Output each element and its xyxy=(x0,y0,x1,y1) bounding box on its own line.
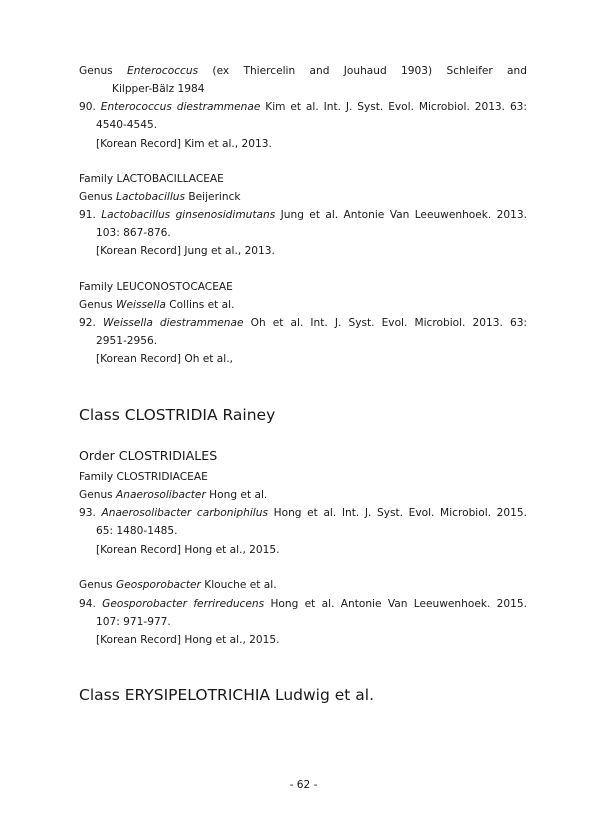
class-heading-erysipelotrichia: Class ERYSIPELOTRICHIA Ludwig et al. xyxy=(79,686,375,704)
page-number: - 62 - xyxy=(289,779,318,791)
genus-authority: (ex Thiercelin and Jouhaud 1903) Schleifer and xyxy=(198,65,527,77)
genus-authority: Hong et al. xyxy=(205,489,268,501)
genus-authority: Collins et al. xyxy=(165,299,235,311)
genus-authority: Klouche et al. xyxy=(200,579,277,591)
genus-name: Anaerosolibacter xyxy=(116,489,206,501)
species-name: Weissella diestrammenae xyxy=(102,317,244,329)
entry-93 xyxy=(79,506,527,520)
genus-label: Genus xyxy=(79,191,117,203)
entry-94 xyxy=(79,597,527,611)
entry-number: 92. xyxy=(79,317,103,329)
citation: Hong et al. Int. J. Syst. Evol. Microbiol. 2015. xyxy=(267,507,527,519)
genus-name: Geosporobacter xyxy=(116,579,201,591)
species-name: Geosporobacter ferrireducens xyxy=(102,598,265,610)
genus-label: Genus xyxy=(79,65,127,77)
entry-90-pages: 4540-4545. xyxy=(96,119,158,131)
genus-authority: Beijerinck xyxy=(185,191,241,203)
genus-enterococcus-line2: Kilpper-Bälz 1984 xyxy=(112,83,205,95)
class-heading-clostridia: Class CLOSTRIDIA Rainey xyxy=(79,406,276,424)
genus-name: Weissella xyxy=(116,299,166,311)
species-name: Anaerosolibacter carboniphilus xyxy=(101,507,268,519)
genus-geosporobacter-line xyxy=(79,578,277,592)
family-clostridiaceae: Family CLOSTRIDIACEAE xyxy=(79,471,208,483)
entry-90 xyxy=(79,100,527,114)
entry-94-record: [Korean Record] Hong et al., 2015. xyxy=(96,634,280,646)
family-lactobacillaceae: Family LACTOBACILLACEAE xyxy=(79,173,224,185)
entry-92 xyxy=(79,316,527,330)
genus-anaerosolibacter-line xyxy=(79,488,267,502)
entry-92-pages: 2951-2956. xyxy=(96,335,158,347)
entry-91-pages: 103: 867-876. xyxy=(96,227,171,239)
genus-label: Genus xyxy=(79,579,117,591)
genus-label: Genus xyxy=(79,489,117,501)
genus-weissella-line xyxy=(79,298,234,312)
entry-94-pages: 107: 971-977. xyxy=(96,616,171,628)
entry-91-record: [Korean Record] Jung et al., 2013. xyxy=(96,245,275,257)
citation: Kim et al. Int. J. Syst. Evol. Microbiol. 2013. 63: xyxy=(260,101,527,113)
genus-enterococcus-line xyxy=(79,64,527,78)
entry-93-pages: 65: 1480-1485. xyxy=(96,525,178,537)
species-name: Lactobacillus ginsenosidimutans xyxy=(101,209,276,221)
entry-91 xyxy=(79,208,527,222)
entry-number: 91. xyxy=(79,209,102,221)
citation: Jung et al. Antonie Van Leeuwenhoek. 2013. xyxy=(275,209,528,221)
citation: Oh et al. Int. J. Syst. Evol. Microbiol. 2013. 63: xyxy=(243,317,527,329)
entry-number: 94. xyxy=(79,598,103,610)
entry-92-record: [Korean Record] Oh et al., xyxy=(96,353,233,365)
species-name: Enterococcus diestrammenae xyxy=(100,101,261,113)
citation: Hong et al. Antonie Van Leeuwenhoek. 2015. xyxy=(264,598,527,610)
order-heading-clostridiales: Order CLOSTRIDIALES xyxy=(79,448,218,463)
entry-number: 93. xyxy=(79,507,102,519)
entry-90-record: [Korean Record] Kim et al., 2013. xyxy=(96,138,272,150)
genus-name: Enterococcus xyxy=(127,65,199,77)
genus-label: Genus xyxy=(79,299,117,311)
entry-93-record: [Korean Record] Hong et al., 2015. xyxy=(96,544,280,556)
genus-name: Lactobacillus xyxy=(116,191,186,203)
family-leuconostocaceae: Family LEUCONOSTOCACEAE xyxy=(79,281,233,293)
entry-number: 90. xyxy=(79,101,101,113)
genus-lactobacillus-line xyxy=(79,190,241,204)
